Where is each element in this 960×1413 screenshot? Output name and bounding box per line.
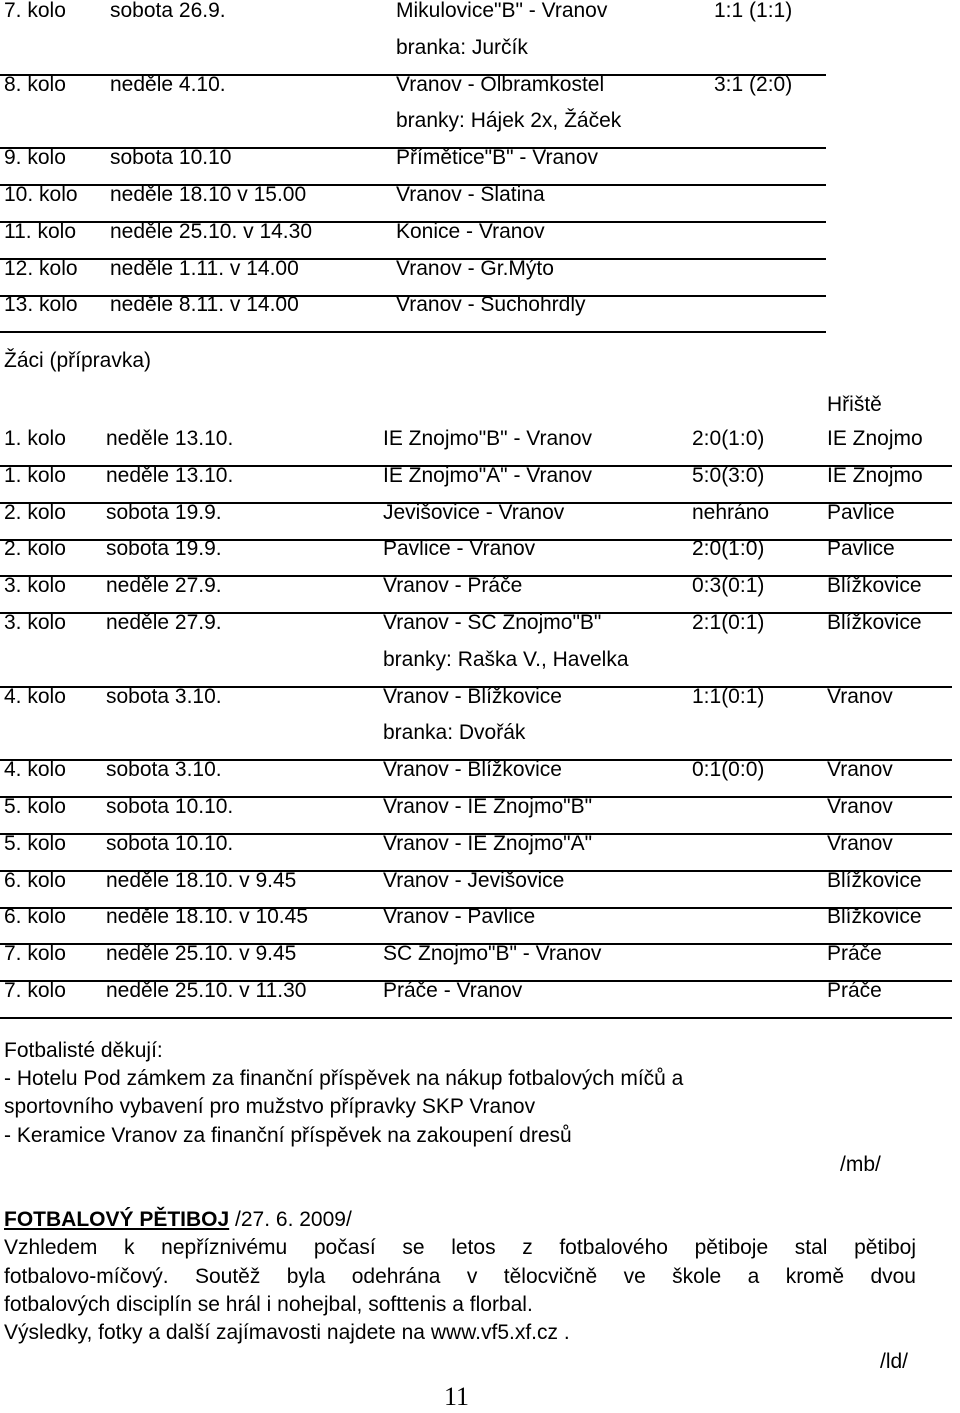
fixture-row (0, 686, 952, 723)
fixture-row (0, 649, 952, 688)
fixture-match: Vranov - Blížkovice (383, 684, 562, 708)
fixture-match: Vranov - Suchohrdly (396, 293, 586, 317)
fixture-score: 0:3(0:1) (692, 574, 765, 598)
fixture-date: neděle 27.9. (106, 611, 222, 634)
fixture-row (0, 37, 826, 76)
fixture-round: 13. kolo (4, 293, 78, 317)
thanks-line: - Keramice Vranov za finanční příspěvek na zakoupení dresů (4, 1124, 572, 1147)
fixture-match: Konice - Vranov (396, 219, 545, 243)
fixture-date: neděle 1.11. v 14.00 (110, 256, 299, 280)
fixture-venue: IE Znojmo (827, 427, 923, 450)
fixture-match: Vranov - Jevišovice (383, 868, 565, 892)
fixture-match: Vranov - IE Znojmo"B" (383, 795, 593, 818)
fixture-match: branka: Dvořák (383, 721, 526, 745)
fixture-round: 6. kolo (4, 905, 66, 929)
fixture-round: 3. kolo (4, 574, 66, 598)
thanks-heading: Fotbalisté děkují: (4, 1039, 163, 1062)
fixture-row (0, 833, 952, 872)
fixture-date: sobota 10.10. (106, 795, 234, 818)
fixture-row (0, 943, 952, 982)
fixture-row (0, 258, 826, 297)
fixture-date: sobota 26.9. (110, 0, 226, 22)
petiboj-line: Výsledky, fotky a další zajímavosti najdete na www.vf5.xf.cz . (4, 1321, 570, 1344)
fixture-match: Vranov - IE Znojmo"A" (383, 831, 593, 855)
fixture-venue: IE Znojmo (827, 463, 923, 487)
fixture-date: neděle 25.10. v 11.30 (106, 979, 307, 1002)
fixture-match: Jevišovice - Vranov (383, 500, 565, 524)
fixture-round: 11. kolo (4, 219, 76, 243)
fixture-row (0, 0, 826, 37)
fixture-row (0, 428, 952, 467)
fixture-match: Pavlice - Vranov (383, 537, 536, 561)
fixture-match: Vranov - Blížkovice (383, 758, 562, 782)
fixture-match: Přímětice"B" - Vranov (396, 146, 599, 170)
fixture-date: sobota 10.10. (106, 831, 234, 855)
fixture-venue: Blížkovice (827, 868, 922, 892)
fixture-row (0, 612, 952, 649)
petiboj-line: fotbalovo-míčový. Soutěž byla odehrána v tělocvičně ve škole a kromě dvou (4, 1265, 916, 1288)
fixture-venue: Blížkovice (827, 574, 922, 598)
fixture-score: nehráno (692, 500, 770, 524)
fixture-round: 5. kolo (4, 831, 66, 855)
fixture-match: Vranov - Práče (383, 574, 523, 598)
petiboj-signature: /ld/ (880, 1350, 909, 1373)
fixture-row (0, 538, 952, 577)
fixture-row (0, 870, 952, 909)
fixture-row (0, 502, 952, 541)
fixture-date: sobota 19.9. (106, 500, 222, 524)
fixture-row (0, 906, 952, 945)
venue-column-header: Hřiště (827, 393, 882, 416)
fixture-match: Mikulovice"B" - Vranov (396, 0, 608, 22)
fixture-score: 2:0(1:0) (692, 537, 765, 561)
fixture-score: 3:1 (2:0) (714, 72, 793, 96)
fixture-row (0, 465, 952, 504)
fixture-match: IE Znojmo"A" - Vranov (383, 463, 593, 487)
fixture-score: 5:0(3:0) (692, 463, 765, 487)
petiboj-title: FOTBALOVÝ PĚTIBOJ (4, 1208, 230, 1231)
fixture-round: 1. kolo (4, 463, 66, 487)
fixture-date: neděle 25.10. v 14.30 (110, 219, 313, 243)
fixture-row (0, 147, 826, 186)
fixture-round: 7. kolo (4, 979, 66, 1002)
petiboj-line: Vzhledem k nepříznivému počasí se letos z fotbalového pětiboje stal pětiboj (4, 1236, 916, 1259)
fixture-venue: Blížkovice (827, 611, 922, 634)
fixture-match: SC Znojmo"B" - Vranov (383, 942, 602, 966)
fixture-venue: Práče (827, 979, 882, 1002)
petiboj-heading (4, 1205, 352, 1234)
fixture-row (0, 575, 952, 614)
fixture-row (0, 759, 952, 798)
fixture-match: Vranov - Pavlice (383, 905, 536, 929)
fixture-row (0, 294, 826, 333)
fixture-row (0, 722, 952, 761)
youth-section-title: Žáci (přípravka) (4, 349, 152, 372)
fixture-venue: Vranov (827, 684, 893, 708)
fixture-round: 12. kolo (4, 256, 78, 280)
fixture-match: Vranov - Slatina (396, 183, 545, 206)
fixture-date: neděle 13.10. (106, 463, 234, 487)
fixture-score: 1:1(0:1) (692, 684, 765, 708)
fixture-round: 3. kolo (4, 611, 66, 634)
fixture-round: 4. kolo (4, 758, 66, 782)
fixture-date: sobota 10.10 (110, 146, 232, 170)
fixture-date: sobota 3.10. (106, 758, 222, 782)
fixture-date: neděle 25.10. v 9.45 (106, 942, 297, 966)
fixture-venue: Vranov (827, 758, 893, 782)
page-number: 11 (444, 1382, 470, 1411)
fixture-row (0, 184, 826, 223)
fixture-date: neděle 27.9. (106, 574, 222, 598)
fixture-score: 2:1(0:1) (692, 611, 765, 634)
fixture-round: 5. kolo (4, 795, 66, 818)
fixture-score: 2:0(1:0) (692, 427, 765, 450)
fixture-date: neděle 18.10. v 9.45 (106, 868, 297, 892)
fixture-venue: Vranov (827, 795, 893, 818)
fixture-venue: Vranov (827, 831, 893, 855)
fixture-match: branky: Hájek 2x, Žáček (396, 109, 622, 133)
fixture-match: Práče - Vranov (383, 979, 523, 1002)
fixture-date: neděle 18.10. v 10.45 (106, 905, 309, 929)
fixture-round: 7. kolo (4, 0, 66, 22)
fixture-row (0, 110, 826, 149)
fixture-row (0, 796, 952, 835)
fixture-score: 0:1(0:0) (692, 758, 765, 782)
fixture-match: branka: Jurčík (396, 35, 528, 59)
fixture-round: 7. kolo (4, 942, 66, 966)
fixture-round: 4. kolo (4, 684, 66, 708)
fixture-date: neděle 18.10 v 15.00 (110, 183, 307, 206)
fixture-venue: Pavlice (827, 500, 895, 524)
fixture-round: 6. kolo (4, 868, 66, 892)
thanks-line: sportovního vybavení pro mužstvo přípravky SKP Vranov (4, 1095, 536, 1118)
fixture-row (0, 980, 952, 1019)
fixture-date: neděle 4.10. (110, 72, 226, 96)
fixture-round: 10. kolo (4, 183, 78, 206)
fixture-date: neděle 13.10. (106, 427, 234, 450)
fixture-date: sobota 19.9. (106, 537, 222, 561)
fixture-round: 9. kolo (4, 146, 66, 170)
fixture-row (0, 74, 826, 111)
fixture-score: 1:1 (1:1) (714, 0, 793, 22)
fixture-date: neděle 8.11. v 14.00 (110, 293, 299, 317)
fixture-row (0, 221, 826, 260)
fixture-venue: Blížkovice (827, 905, 922, 929)
fixture-round: 2. kolo (4, 537, 66, 561)
fixture-match: IE Znojmo"B" - Vranov (383, 427, 593, 450)
petiboj-line: fotbalových disciplín se hrál i nohejbal, softtenis a florbal. (4, 1293, 533, 1316)
fixture-round: 1. kolo (4, 427, 66, 450)
fixture-round: 8. kolo (4, 72, 66, 96)
fixture-venue: Pavlice (827, 537, 895, 561)
fixture-match: Vranov - Olbramkostel (396, 72, 605, 96)
petiboj-date: /27. 6. 2009/ (229, 1208, 352, 1231)
fixture-date: sobota 3.10. (106, 684, 222, 708)
fixture-round: 2. kolo (4, 500, 66, 524)
fixture-match: branky: Raška V., Havelka (383, 647, 629, 671)
thanks-signature: /mb/ (840, 1153, 881, 1176)
thanks-line: - Hotelu Pod zámkem za finanční příspěvek na nákup fotbalových míčů a (4, 1067, 684, 1090)
fixture-match: Vranov - SC Znojmo"B" (383, 611, 602, 634)
fixture-venue: Práče (827, 942, 882, 966)
fixture-match: Vranov - Gr.Mýto (396, 256, 554, 280)
